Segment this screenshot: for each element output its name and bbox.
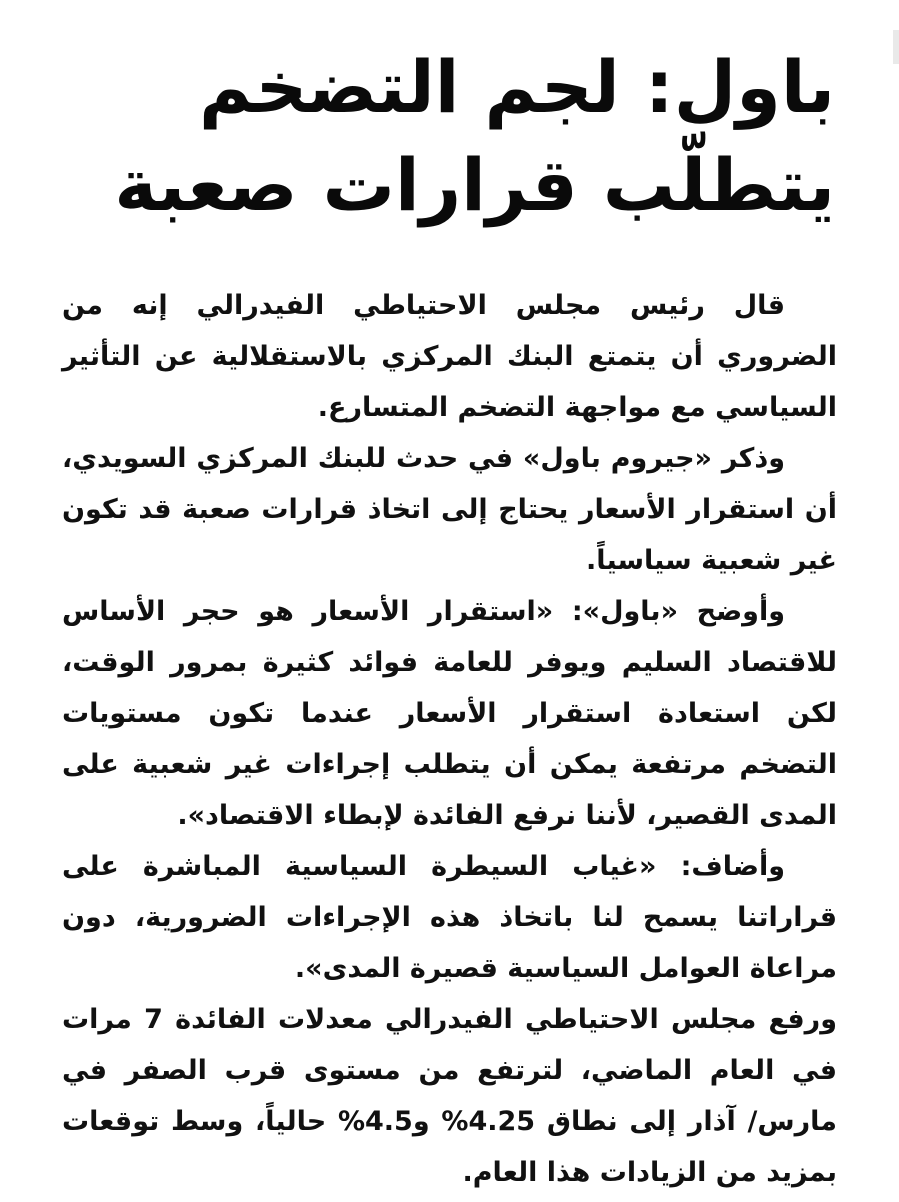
paragraph-powell-statement: وذكر «جيروم باول» في حدث للبنك المركزي السويدي، أن استقرار الأسعار يحتاج إلى اتخاذ قرارات صعبة قد تكون غير شعبية سياسياً. <box>62 443 837 576</box>
paragraph-rate-hikes: ورفع مجلس الاحتياطي الفيدرالي معدلات الفائدة 7 مرات في العام الماضي، لترتفع من مستوى قرب الصفر في مارس/ آذار إلى نطاق 4.25% و4.5% حالياً، وسط توقعات بمزيد من الزيادات هذا العام. <box>62 1004 838 1188</box>
paragraph-powell-quote: وأوضح «باول»: «استقرار الأسعار هو حجر الأساس للاقتصاد السليم ويوفر للعامة فوائد كثيرة بمرور الوقت، لكن استعادة استقرار الأسعار عندما تكون مستويات التضخم مرتفعة يمكن أن يتطلب إجراءات غير شعبية على المدى القصير، لأننا نرفع الفائدة لإبطاء الاقتصاد». <box>62 596 837 831</box>
paragraph-intro: قال رئيس مجلس الاحتياطي الفيدرالي إنه من الضروري أن يتمتع البنك المركزي بالاستقلالية عن التأثير السياسي مع مواجهة التضخم المتسارع. <box>62 290 837 423</box>
headline-line-2: يتطلّب قرارات صعبة <box>114 143 835 227</box>
page-edge-mark <box>893 30 899 64</box>
article-body <box>62 280 837 1198</box>
article-headline <box>62 38 837 234</box>
paragraph-powell-addition: وأضاف: «غياب السيطرة السياسية المباشرة على قراراتنا يسمح لنا باتخاذ هذه الإجراءات الضرورية، دون مراعاة العوامل السياسية قصيرة المدى». <box>62 851 837 984</box>
headline-line-1: باول: لجم التضخم <box>198 45 835 129</box>
